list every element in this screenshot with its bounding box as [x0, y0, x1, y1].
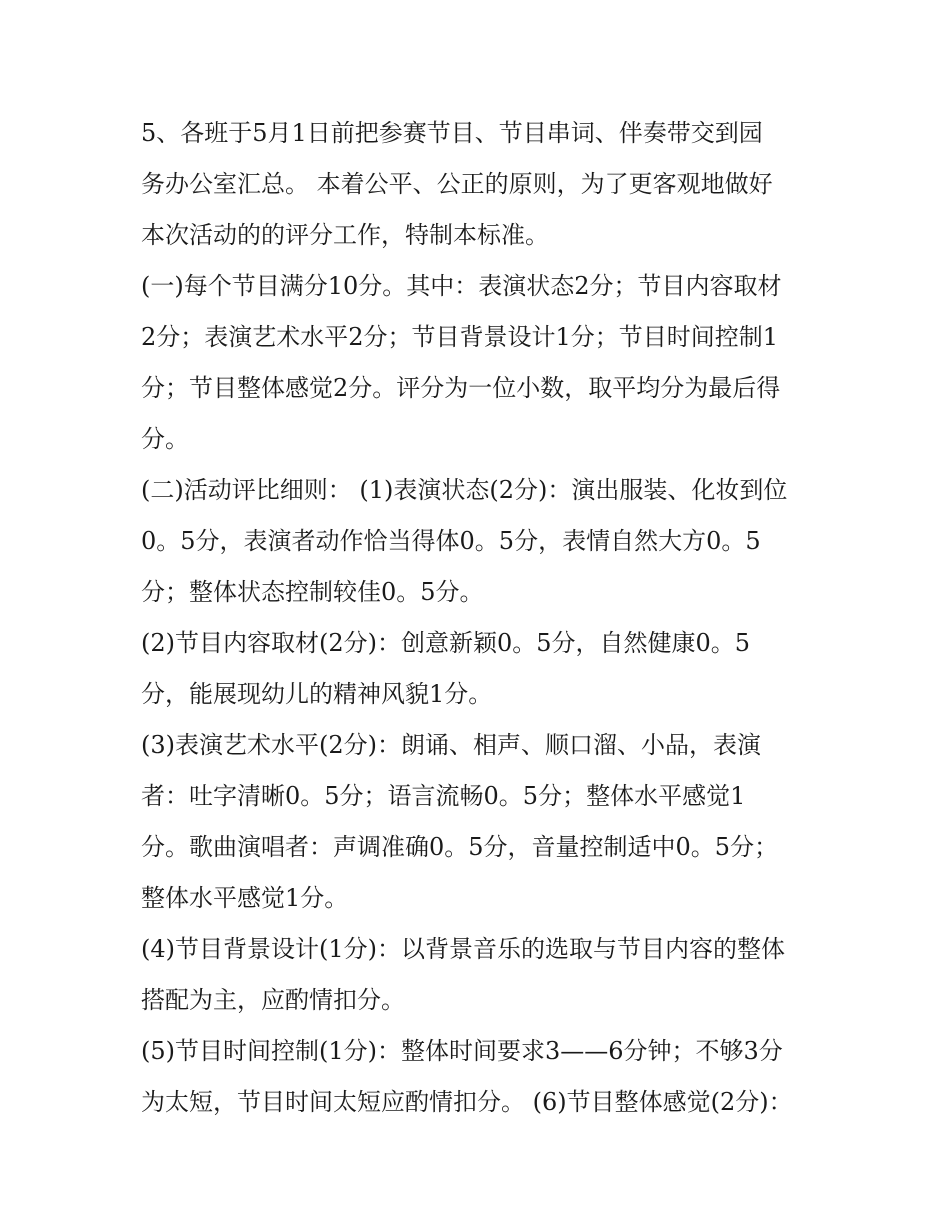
text-line: (一)每个节目满分10分。其中：表演状态2分；节目内容取材 [141, 272, 782, 300]
text-line: 分；整体状态控制较佳0。5分。 [141, 578, 484, 606]
text-line: 搭配为主，应酌情扣分。 [141, 986, 405, 1014]
text-line: 务办公室汇总。 本着公平、公正的原则，为了更客观地做好 [141, 170, 773, 198]
text-line: 分；节目整体感觉2分。评分为一位小数，取平均分为最后得 [141, 374, 781, 402]
text-line: (3)表演艺术水平(2分)：朗诵、相声、顺口溜、小品，表演 [141, 731, 761, 759]
text-line: 整体水平感觉1分。 [141, 884, 349, 912]
text-line: 5、各班于5月1日前把参赛节目、节目串词、伴奏带交到园 [141, 119, 763, 147]
text-line: 本次活动的的评分工作，特制本标准。 [141, 221, 549, 249]
text-line: (2)节目内容取材(2分)：创意新颖0。5分，自然健康0。5 [141, 629, 751, 657]
text-line: 为太短，节目时间太短应酌情扣分。 (6)节目整体感觉(2分)： [141, 1088, 793, 1116]
text-line: (5)节目时间控制(1分)：整体时间要求3——6分钟；不够3分 [141, 1037, 783, 1065]
text-line: 分，能展现幼儿的精神风貌1分。 [141, 680, 493, 708]
text-line: 分。歌曲演唱者：声调准确0。5分，音量控制适中0。5分； [141, 833, 779, 861]
text-line: 2分；表演艺术水平2分；节目背景设计1分；节目时间控制1 [141, 323, 779, 351]
text-line: 者：吐字清晰0。5分；语言流畅0。5分；整体水平感觉1 [141, 782, 746, 810]
text-line: (二)活动评比细则： (1)表演状态(2分)：演出服装、化妆到位 [141, 476, 788, 504]
text-line: 分。 [141, 425, 189, 453]
document-body [141, 108, 821, 1128]
text-line: 0。5分，表演者动作恰当得体0。5分，表情自然大方0。5 [141, 527, 761, 555]
text-line: (4)节目背景设计(1分)：以背景音乐的选取与节目内容的整体 [141, 935, 785, 963]
